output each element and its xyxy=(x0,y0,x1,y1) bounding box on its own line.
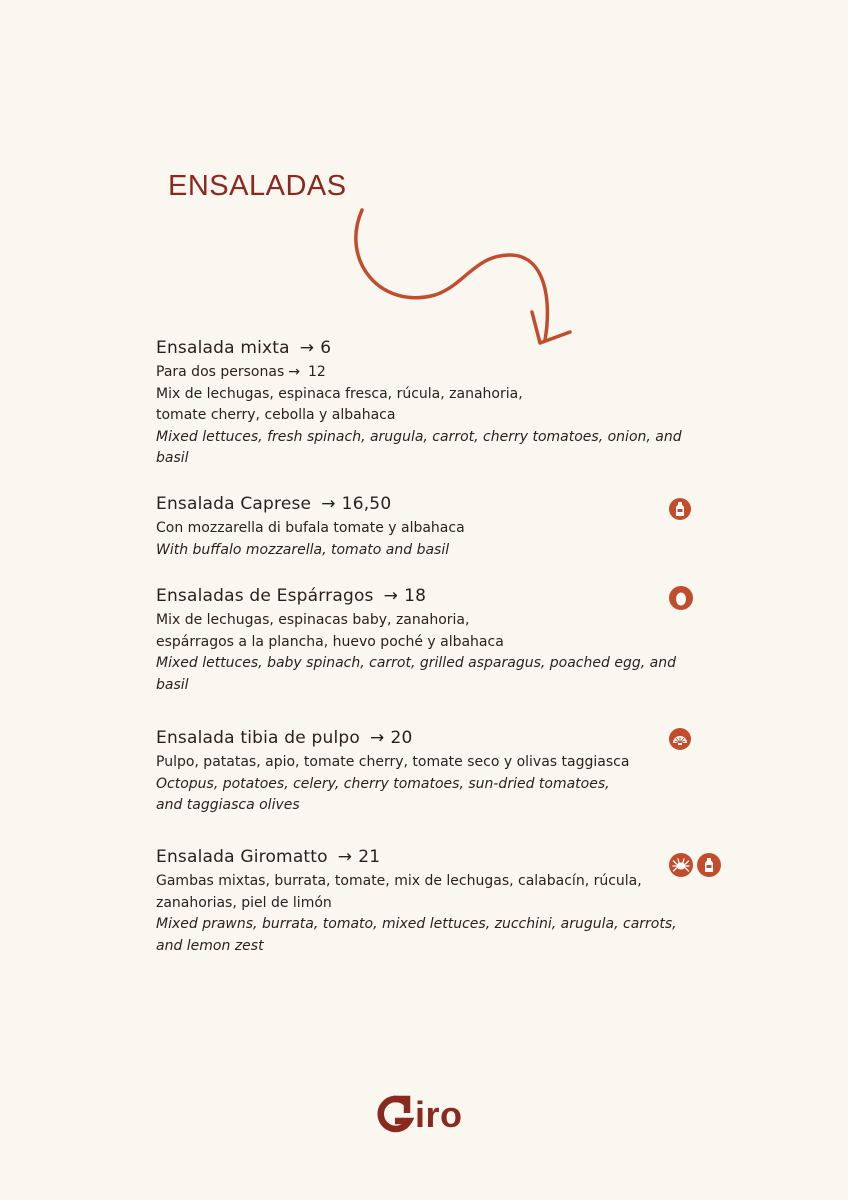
arrow-icon: → xyxy=(370,728,385,748)
shellfish-icon xyxy=(669,728,691,750)
egg-icon xyxy=(669,586,693,610)
allergen-icons xyxy=(669,498,691,520)
section-title: ENSALADAS xyxy=(168,170,347,202)
item-name: Ensalada Caprese xyxy=(156,494,312,514)
item-price: 6 xyxy=(320,338,332,358)
arrow-icon: → xyxy=(383,586,399,606)
item-description-en: With buffalo mozzarella, tomato and basil xyxy=(156,541,450,558)
milk-bottle-icon xyxy=(669,498,691,520)
item-heading xyxy=(156,586,716,606)
giro-logo xyxy=(376,1094,463,1136)
item-description-en: and taggiasca olives xyxy=(156,797,300,813)
item-heading xyxy=(156,494,716,514)
arrow-icon: → xyxy=(337,847,353,867)
menu-item-ensalada-mixta xyxy=(156,338,716,470)
item-description-es: zanahorias, piel de limón xyxy=(156,894,332,911)
sub-option-price: 12 xyxy=(307,364,326,380)
item-heading xyxy=(156,847,716,867)
crustacean-icon xyxy=(669,853,693,877)
allergen-icons xyxy=(669,586,693,610)
item-description-en: Octopus, potatoes, celery, cherry tomatoes, sun-dried tomatoes, xyxy=(156,775,610,792)
sub-option-label: Para dos personas xyxy=(156,364,285,380)
item-price: 16,50 xyxy=(341,494,392,514)
item-heading xyxy=(156,338,716,358)
item-price: 20 xyxy=(390,728,413,748)
decorative-arrow-squiggle xyxy=(340,200,580,350)
item-price: 18 xyxy=(404,586,427,606)
item-description-en: basil xyxy=(156,676,189,693)
milk-bottle-icon xyxy=(697,853,721,877)
item-description-en: Mixed lettuces, baby spinach, carrot, grilled asparagus, poached egg, and xyxy=(156,655,676,671)
item-description-es: Pulpo, patatas, apio, tomate cherry, tomate seco y olivas taggiasca xyxy=(156,754,630,770)
allergen-icons xyxy=(669,853,721,877)
item-description-en: and lemon zest xyxy=(156,937,264,954)
item-description-en: Mixed lettuces, fresh spinach, arugula, carrot, cherry tomatoes, onion, and xyxy=(156,428,682,445)
menu-item-ensalada-giromatto xyxy=(156,847,716,957)
item-description-es: Mix de lechugas, espinaca fresca, rúcula, zanahoria, xyxy=(156,385,523,402)
item-description-en: basil xyxy=(156,450,189,466)
item-heading xyxy=(156,728,716,748)
item-price: 21 xyxy=(358,847,381,867)
arrow-icon: → xyxy=(288,364,300,380)
item-description-es: Mix de lechugas, espinacas baby, zanahoria, xyxy=(156,612,470,628)
allergen-icons xyxy=(669,728,691,750)
item-description-es: Con mozzarella di bufala tomate y albahaca xyxy=(156,520,465,536)
arrow-icon: → xyxy=(321,494,336,514)
menu-item-ensalada-caprese xyxy=(156,494,716,561)
item-description-es: tomate cherry, cebolla y albahaca xyxy=(156,407,396,423)
menu-item-ensalada-tibia-pulpo xyxy=(156,728,716,817)
item-name: Ensalada tibia de pulpo xyxy=(156,728,361,748)
arrow-icon: → xyxy=(299,338,315,358)
logo-g-mark xyxy=(376,1095,414,1135)
item-sub-option xyxy=(156,362,716,384)
item-name: Ensaladas de Espárragos xyxy=(156,586,374,606)
item-description-es: espárragos a la plancha, huevo poché y albahaca xyxy=(156,633,504,650)
item-description-en: Mixed prawns, burrata, tomato, mixed lettuces, zucchini, arugula, carrots, xyxy=(156,916,677,932)
logo-text: iro xyxy=(415,1094,463,1135)
item-name: Ensalada Giromatto xyxy=(156,847,328,867)
item-description-es: Gambas mixtas, burrata, tomate, mix de lechugas, calabacín, rúcula, xyxy=(156,873,642,889)
item-name: Ensalada mixta xyxy=(156,338,290,358)
menu-item-ensaladas-esparragos xyxy=(156,586,716,696)
